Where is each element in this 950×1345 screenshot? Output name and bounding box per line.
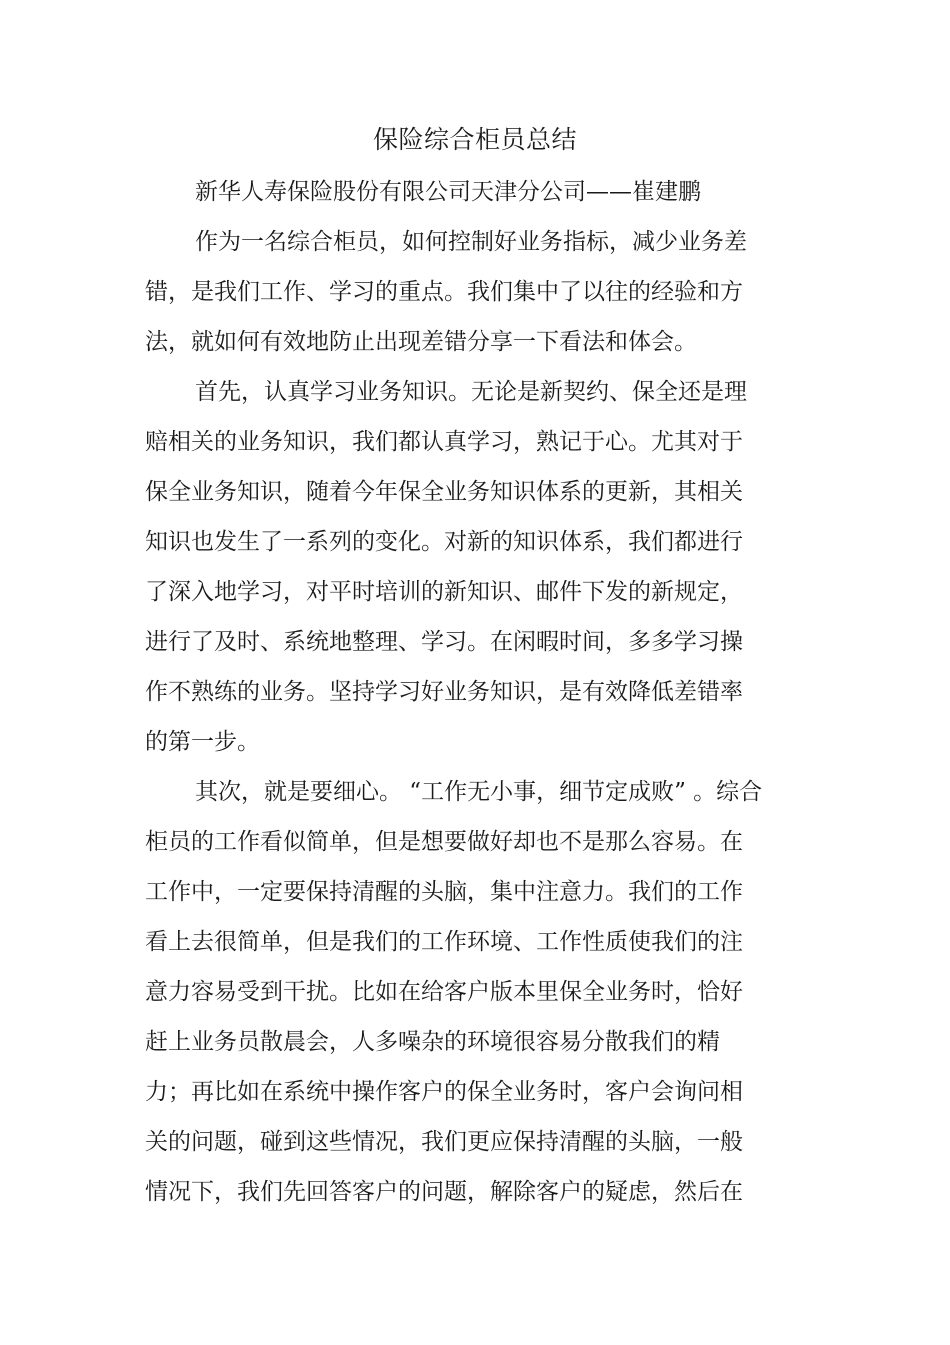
paragraph-line: 情况下，我们先回答客户的问题，解除客户的疑虑，然后在 [145, 1179, 743, 1205]
paragraph-line: 了深入地学习，对平时培训的新知识、邮件下发的新规定， [145, 579, 743, 605]
paragraph-line: 保全业务知识，随着今年保全业务知识体系的更新，其相关 [145, 479, 743, 505]
paragraph-line: 力；再比如在系统中操作客户的保全业务时，客户会询问相 [145, 1079, 743, 1105]
paragraph-line: 作为一名综合柜员，如何控制好业务指标，减少业务差 [195, 229, 747, 255]
paragraph-line: 首先，认真学习业务知识。无论是新契约、保全还是理 [195, 379, 747, 405]
paragraph-line: 关的问题，碰到这些情况，我们更应保持清醒的头脑，一般 [145, 1129, 743, 1155]
paragraph-line: 错，是我们工作、学习的重点。我们集中了以往的经验和方 [145, 279, 743, 305]
paragraph-line: 进行了及时、系统地整理、学习。在闲暇时间，多多学习操 [145, 629, 743, 655]
paragraph-line: 其次，就是要细心。 “工作无小事，细节定成败” 。综合 [195, 779, 763, 805]
paragraph-line: 知识也发生了一系列的变化。对新的知识体系，我们都进行 [145, 529, 743, 555]
paragraph-line: 作不熟练的业务。坚持学习好业务知识，是有效降低差错率 [145, 679, 743, 705]
paragraph-line: 法，就如何有效地防止出现差错分享一下看法和体会。 [145, 329, 697, 355]
paragraph-line: 看上去很简单，但是我们的工作环境、工作性质使我们的注 [145, 929, 743, 955]
paragraph-line: 意力容易受到干扰。比如在给客户版本里保全业务时，恰好 [145, 979, 743, 1005]
paragraph-line: 赶上业务员散晨会，人多噪杂的环境很容易分散我们的精 [145, 1029, 720, 1055]
document-title: 保险综合柜员总结 [372, 125, 577, 154]
paragraph-line: 的第一步。 [145, 729, 260, 755]
paragraph-line: 工作中，一定要保持清醒的头脑，集中注意力。我们的工作 [145, 879, 743, 905]
paragraph-line: 柜员的工作看似简单，但是想要做好却也不是那么容易。在 [145, 829, 743, 855]
author-line: 新华人寿保险股份有限公司天津分公司——崔建鹏 [195, 179, 701, 205]
paragraph-line: 赔相关的业务知识，我们都认真学习，熟记于心。尤其对于 [145, 429, 743, 455]
